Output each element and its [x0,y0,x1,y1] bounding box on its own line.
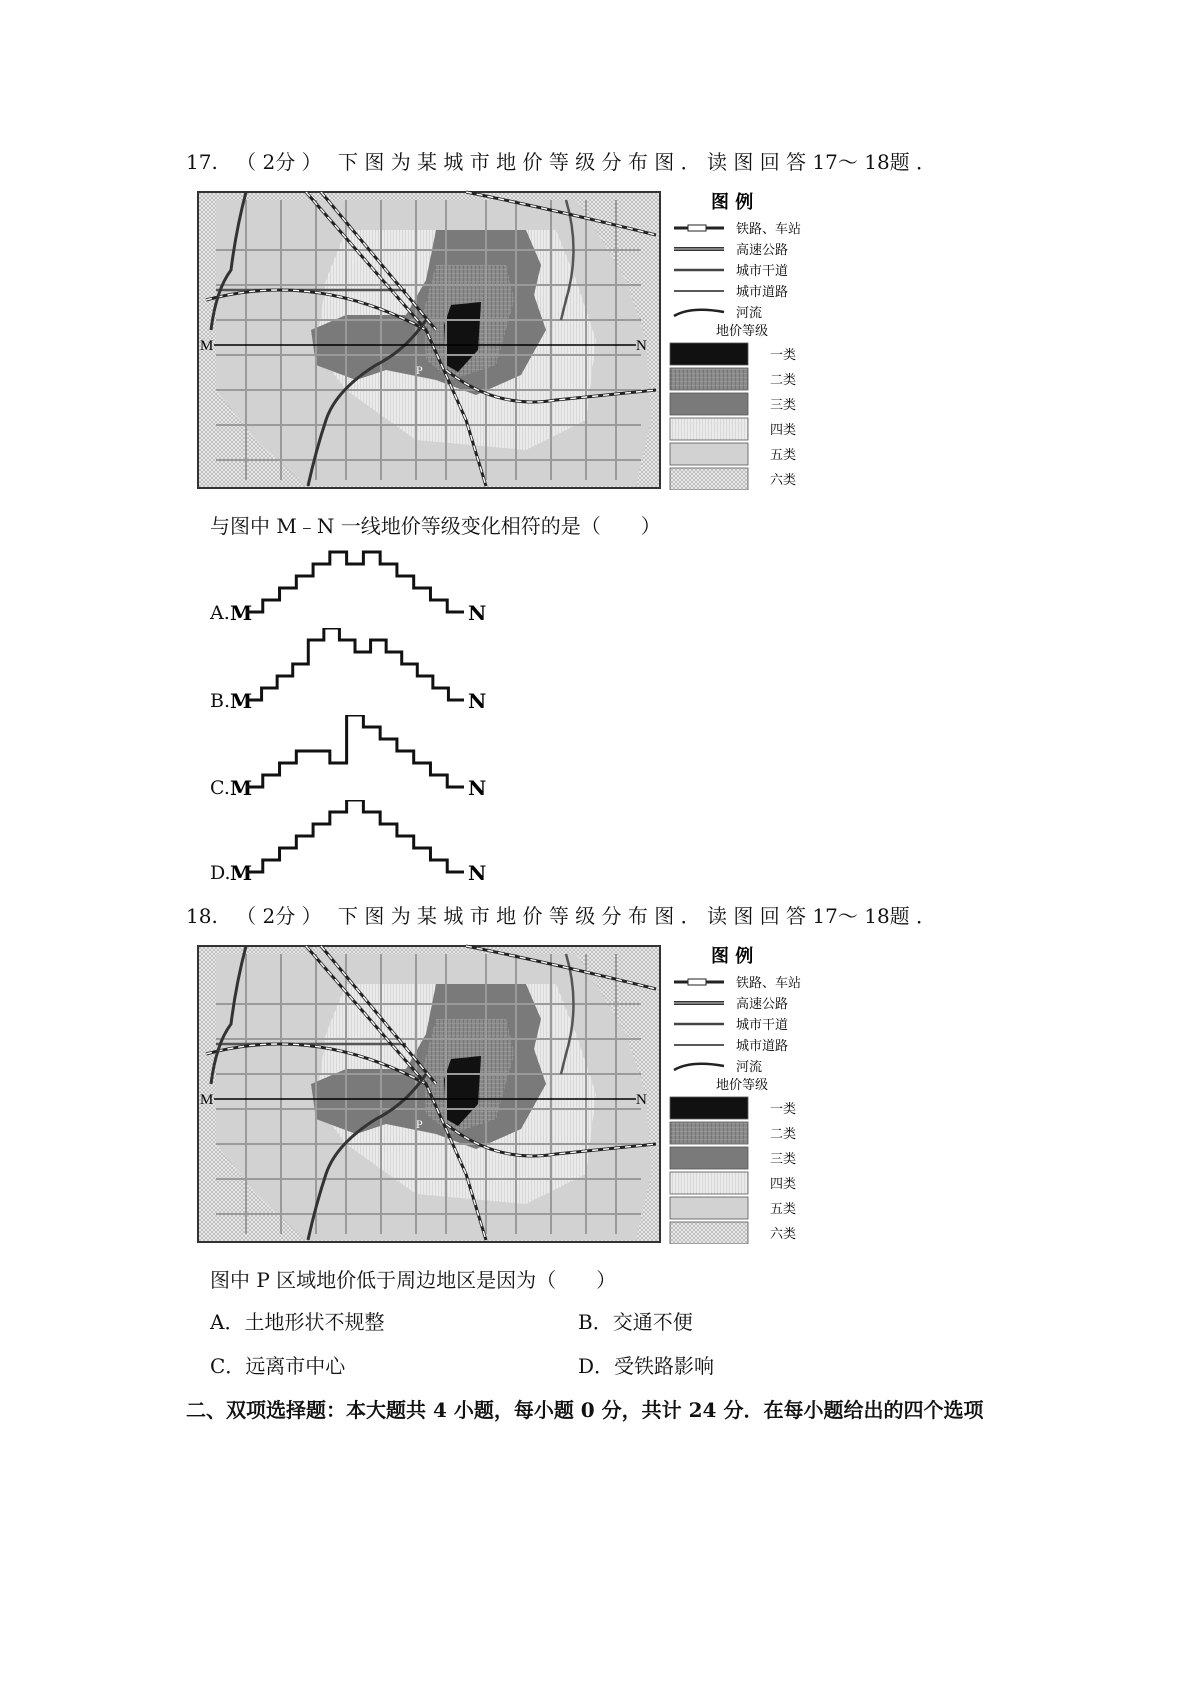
profile-step-line [246,552,464,612]
q18-map-figure [196,944,836,1244]
legend-swatch [670,418,748,440]
legend-swatch [670,1122,748,1144]
legend-swatch [670,468,748,490]
legend-swatch [670,1097,748,1119]
q17-header [186,146,936,175]
profile-label-n: N [468,689,487,713]
legend-grade-label: 一类 [770,1102,797,1117]
legend-title: 图 例 [711,946,754,967]
legend-line-label: 城市道路 [736,1039,789,1054]
legend-grade-label: 三类 [770,398,797,413]
legend-grade-label: 三类 [770,1152,797,1167]
profile-graph-d[interactable] [228,800,498,885]
legend-title: 图 例 [711,192,754,213]
q18-header [186,900,936,929]
legend-grade-label: 二类 [770,1127,797,1142]
profile-label-m: M [230,689,253,713]
legend-grade-title: 地价等级 [716,1078,769,1093]
land-price-map [196,190,836,490]
q17-stem: 与图中 M﹣N 一线地价等级变化相符的是（ ） [210,514,661,538]
profile-graph-b[interactable] [228,628,498,713]
q17-number: 17. [186,150,218,174]
q18-text: 下 图 为 某 城 市 地 价 等 级 分 布 图 ． 读 图 回 答 17～ 18题 ． [337,904,937,928]
legend-swatch [670,343,748,365]
profile-graph-c[interactable] [228,715,498,800]
q18-choice-b[interactable] [578,1306,693,1335]
legend-line-label: 城市干道 [736,264,789,279]
legend-swatch [670,368,748,390]
option-label[interactable]: D. [210,862,231,884]
legend-swatch [670,1172,748,1194]
map-label-m: M [200,338,214,354]
legend-grade-label: 二类 [770,373,797,388]
profile-label-m: M [230,601,253,625]
legend-line-label: 城市道路 [736,285,789,300]
legend-grade-label: 一类 [770,348,797,363]
legend-grade-title: 地价等级 [716,324,769,339]
map-label-n: N [636,1092,647,1108]
map-label-p: P [416,1117,423,1131]
legend-swatch [670,1222,748,1244]
section-2-heading: 二、双项选择题：本大题共 4 小题，每小题 0 分，共计 24 分．在每小题给出的四个选项 [186,1398,984,1422]
legend-line-label: 高速公路 [736,997,789,1012]
map-label-n: N [636,338,647,354]
profile-step-line [246,800,464,872]
legend-swatch [670,1147,748,1169]
legend-grade-label: 六类 [770,1227,797,1242]
choice-text: 远离市中心 [245,1354,346,1378]
profile-label-m: M [230,861,253,885]
profile-label-n: N [468,601,487,625]
q18-stem: 图中 P 区域地价低于周边地区是因为（ ） [210,1268,617,1292]
choice-label: D． [578,1354,615,1378]
choice-text: 土地形状不规整 [244,1310,385,1334]
profile-step-line [246,628,464,700]
legend-grade-label: 四类 [770,1177,797,1192]
profile-label-n: N [468,861,487,885]
profile-step-line [246,715,464,787]
q17-text: 下 图 为 某 城 市 地 价 等 级 分 布 图 ． 读 图 回 答 17～ 18题 ． [337,150,937,174]
legend-swatch [670,393,748,415]
map-legend [670,945,801,1244]
legend-grade-label: 五类 [770,1202,797,1217]
option-label[interactable]: B. [210,690,231,712]
legend-grade-label: 六类 [770,473,797,488]
legend-line-label: 铁路、车站 [736,222,802,237]
legend-line-label: 城市干道 [736,1018,789,1033]
q18-choice-a[interactable] [210,1306,384,1335]
legend-swatch [670,443,748,465]
q17-score: （ 2分 ） [236,150,322,174]
option-label[interactable]: C. [210,777,230,799]
legend-line-label: 铁路、车站 [736,976,802,991]
choice-text: 受铁路影响 [614,1354,715,1378]
map-label-p: P [416,363,423,377]
legend-line-label: 河流 [736,1060,763,1075]
profile-graph-a[interactable] [228,540,498,625]
map-legend [670,191,801,490]
choice-text: 交通不便 [612,1310,693,1334]
choice-label: B． [578,1310,613,1334]
map-label-m: M [200,1092,214,1108]
q17-map-figure [196,190,836,490]
q18-number: 18. [186,904,218,928]
choice-label: A． [210,1310,245,1334]
legend-line-label: 高速公路 [736,243,789,258]
choice-label: C． [210,1354,246,1378]
profile-label-n: N [468,776,487,800]
q18-choice-d[interactable] [578,1350,714,1379]
legend-grade-label: 四类 [770,423,797,438]
option-label[interactable]: A. [210,602,230,624]
legend-swatch [670,1197,748,1219]
land-price-map [196,944,836,1244]
legend-line-label: 河流 [736,306,763,321]
profile-label-m: M [230,776,253,800]
q18-choice-c[interactable] [210,1350,345,1379]
q18-score: （ 2分 ） [236,904,322,928]
legend-grade-label: 五类 [770,448,797,463]
